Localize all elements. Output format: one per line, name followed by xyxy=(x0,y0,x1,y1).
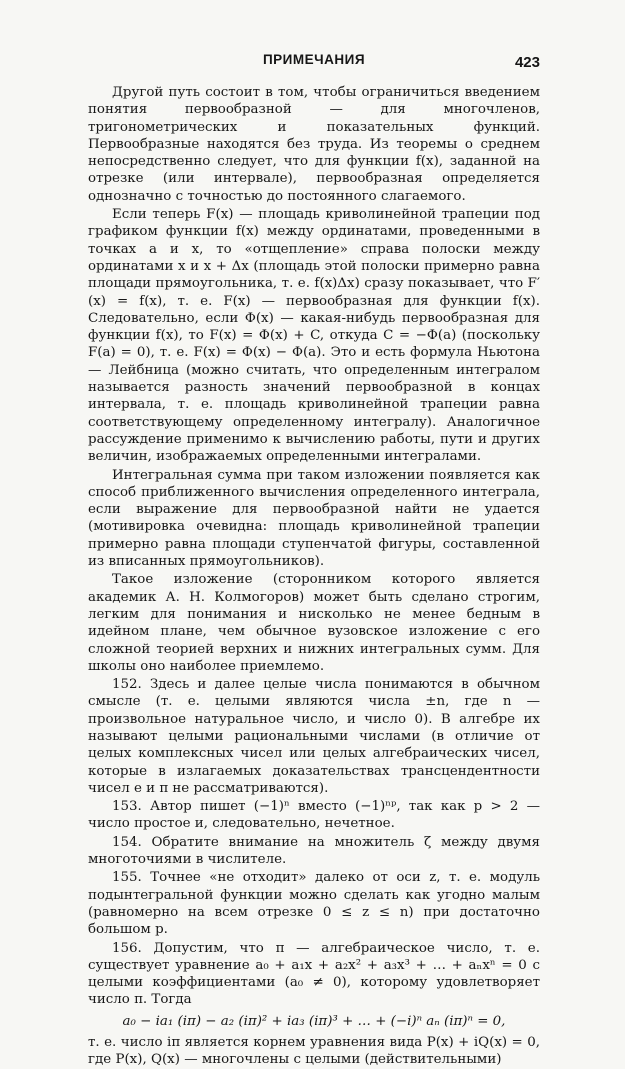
paragraph-antiderivative-approach: Другой путь состоит в том, чтобы ограничиться введением понятия первообразной — для многочленов, тригонометрических и показательных функций. Первообразные находятся без труда. Из теоремы о среднем непосредственно следует, что для функции f(x), заданной на отрезке (или интервале), первообразная определяется однозначно с точностью до постоянного слагаемого. xyxy=(88,85,540,204)
note-153: 153. Автор пишет (−1)ⁿ вместо (−1)ⁿᵖ, так как p > 2 — число простое и, следовательно, нечетное. xyxy=(88,799,540,832)
note-152: 152. Здесь и далее целые числа понимаются в обычном смысле (т. е. целыми являются числа ±n, где n — произвольное натуральное число, и число 0). В алгебре их называют целыми рациональными числами (в отличие от целых комплексных чисел или целых алгебраических чисел, которые в излагаемых доказательствах трансцендентности чисел e и π не рассматриваются). xyxy=(88,677,540,796)
note-154: 154. Обратите внимание на множитель ζ между двумя многоточиями в числителе. xyxy=(88,834,540,868)
page-number: 423 xyxy=(514,54,540,71)
page-header xyxy=(88,52,540,78)
closing-paragraph: т. е. число iπ является корнем уравнения вида P(x) + iQ(x) = 0, где P(x), Q(x) — многочлены с целыми (действительными) xyxy=(88,1035,540,1068)
equation: a₀ − ia₁ (iπ) − a₂ (iπ)² + ia₃ (iπ)³ + … + (−i)ⁿ aₙ (iπ)ⁿ = 0, xyxy=(122,1013,506,1029)
paragraph-kolmogorov: Такое изложение (сторонником которого является академик А. Н. Колмогоров) может быть сделано строгим, легким для понимания и нисколько не менее бедным в идейном плане, чем обычное вузовское изложение с его сложной теорией верхних и нижних интегральных сумм. Для школы оно наиболее приемлемо. xyxy=(88,572,540,674)
page-title: ПРИМЕЧАНИЯ xyxy=(262,52,366,67)
body-text xyxy=(88,84,540,1069)
paragraph-newton-leibniz: Если теперь F(x) — площадь криволинейной трапеции под графиком функции f(x) между ординатами, проведенными в точках a и x, то «отщепление» справа полоски между ординатами x и x + Δx (площадь этой полоски примерно равна площади прямоугольника, т. е. f(x)Δx) сразу показывает, что F′(x) = f(x), т. е. F(x) — первообразная для функции f(x). Следовательно, если Φ(x) — какая-нибудь первообразная для функции f(x), то F(x) = Φ(x) + C, откуда C = −Φ(a) (поскольку F(a) = 0), т. е. F(x) = Φ(x) − Φ(a). Это и есть формула Ньютона — Лейбница (можно считать, что определенным интегралом называется разность значений первообразной в концах интервала, т. е. площадь криволинейной трапеции равна соответствующему определенному интегралу). Аналогичное рассуждение применимо к вычислению работы, пути и других величин, изображаемых определенными интегралами. xyxy=(88,207,540,465)
note-156: 156. Допустим, что π — алгебраическое число, т. е. существует уравнение a₀ + a₁x + a₂x² + a₃x³ + … + aₙxⁿ = 0 с целыми коэффициентами (a₀ ≠ 0), которому удовлетворяет число π. Тогда xyxy=(88,940,540,1008)
note-155: 155. Точнее «не отходит» далеко от оси z, т. е. модуль подынтегральной функции можно сделать как угодно малым (равномерно на всем отрезке 0 ≤ z ≤ n) при достаточно большом p. xyxy=(88,870,540,938)
paragraph-integral-sum: Интегральная сумма при таком изложении появляется как способ приближенного вычисления определенного интеграла, если выражение для первообразной найти не удается (мотивировка очевидна: площадь криволинейной трапеции примерно равна площади ступенчатой фигуры, составленной из вписанных прямоугольников). xyxy=(88,467,540,570)
